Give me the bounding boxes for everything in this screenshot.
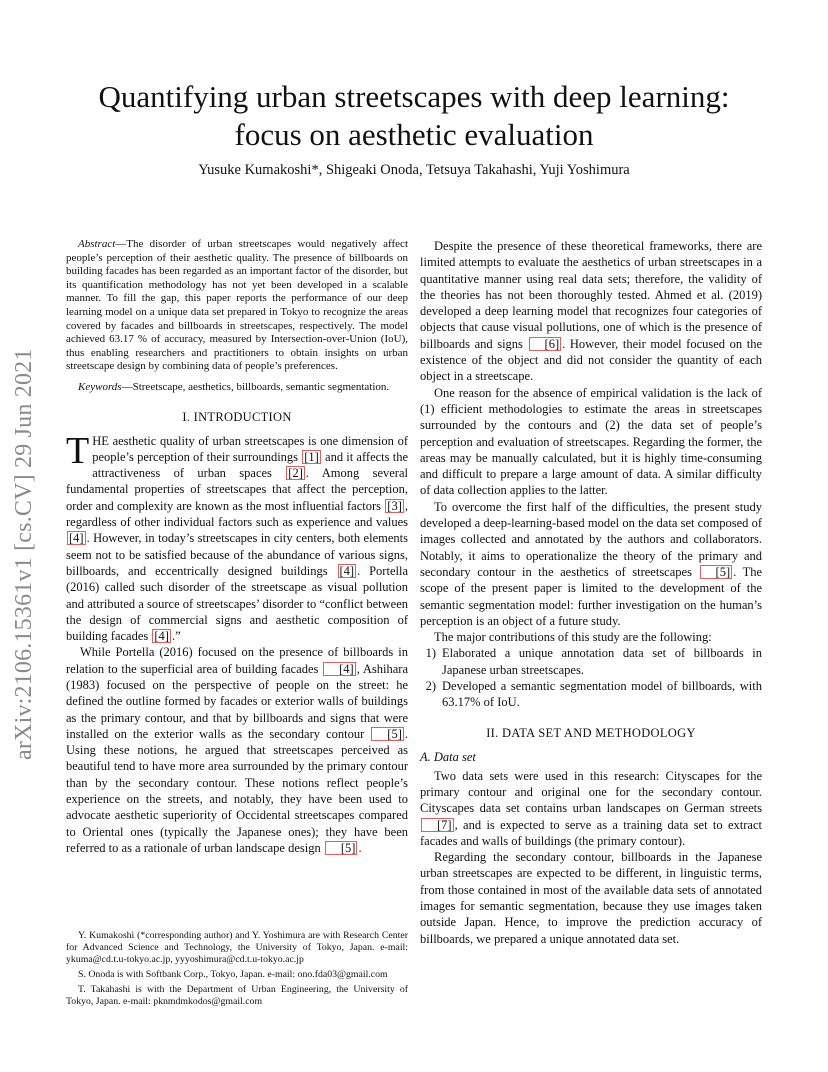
left-column: [66, 238, 408, 856]
section-heading-introduction: I. INTRODUCTION: [182, 409, 292, 424]
citation-link[interactable]: [4]: [339, 563, 355, 578]
citation-link[interactable]: [4]: [154, 629, 169, 644]
citation-link[interactable]: [5]: [371, 727, 404, 741]
subsection-heading-data-set: A. Data set: [420, 749, 476, 764]
citation-link[interactable]: [4]: [69, 531, 84, 546]
text-run: . The scope of the present paper is limited to the development of the semantic segmentation model: further investigation on the human’s perception is an object of a future study.: [420, 564, 763, 628]
text-run: , Ashihara (1983) focused on the perspective of people on the street: he defined the outline formed by facades or exterior walls of buildings as the primary contour, and that by billboards and signs that were installed on the exterior walls as the secondary contour: [66, 661, 408, 741]
citation-link[interactable]: [3]: [387, 498, 402, 513]
footnotes: [66, 930, 408, 1011]
keywords-text: —Streetscape, aesthetics, billboards, semantic segmentation.: [121, 380, 390, 393]
text-run: . However, their model focused on the existence of the object and did not consider the quantity of each object in a streetscape.: [420, 336, 763, 384]
text-run: Despite the presence of these theoretical frameworks, there are limited attempts to evaluate the aesthetics of urban streetscapes in a quantitative manner using real data sets; therefore, the validity of the theories has not been thoroughly tested. Ahmed et al. (2019) developed a deep learning model that recognizes four categories of objects that cause visual pollutions, one of which is the presence of billboards and signs: [420, 239, 762, 351]
text-run: While Portella (2016) focused on the presence of billboards in relation to the superficial area of building facades: [66, 645, 408, 676]
body-paragraph-scope: [420, 499, 762, 629]
title-line-2: focus on aesthetic evaluation: [234, 117, 594, 152]
citation-link[interactable]: [7]: [421, 818, 454, 832]
text-run: . Portella (2016) called such disorder of the streetscape as visual pollution and attributed a source of streetscapes’ disorder to “conflict between the design of commercial signs and aesthetic composition of building facades: [66, 563, 408, 644]
text-run: Two data sets were used in this research: Cityscapes for the primary contour and original one for the secondary contour. Cityscapes data set contains urban landscapes on German streets: [420, 768, 762, 816]
citation-link[interactable]: [4]: [323, 662, 356, 676]
keywords: [66, 381, 408, 395]
body-paragraph-secondary-contour: Regarding the secondary contour, billboards in the Japanese urban streetscapes are expected to be different, in linguistic terms, from those contained in most of the available data sets of annotated images for semantic segmentation, because they use images taken outside Japan. Hence, to improve the prediction accuracy of billboards, we prepared a unique annotated data set.: [420, 850, 762, 946]
text-run: .: [358, 840, 362, 855]
paper-title: [60, 78, 768, 154]
footnote-1: Y. Kumakoshi (*corresponding author) and Y. Yoshimura are with Research Center for Advanced Science and Technology, the University of Tokyo, Japan. e-mail: ykuma@cd.t.u-tokyo.ac.jp, yyyoshimura@cd.t.u-tokyo.ac.jp: [66, 930, 408, 965]
arxiv-identifier: arXiv:2106.15361v1 [cs.CV] 29 Jun 2021: [11, 348, 37, 760]
abstract: [66, 238, 408, 374]
footnote-3: T. Takahashi is with the Department of Urban Engineering, the University of Tokyo, Japan. e-mail: pknmdmkodos@gmail.com: [66, 984, 408, 1007]
list-text: Elaborated a unique annotation data set of billboards in Japanese urban streetscapes.: [442, 646, 762, 677]
list-number: 1): [425, 646, 436, 661]
text-run: . Using these notions, he argued that streetscapes perceived as beautiful tend to have more area surrounded by the primary contour than by the secondary contour. These notions reflect people’s experience on the streets, and notably, they have been used to advocate aesthetic superiority of Occidental streetscapes compared to Oriental ones (typically the Japanese ones); they have been referred to as a rationale of urban landscape design: [66, 726, 408, 855]
body-paragraph-datasets: [420, 768, 762, 849]
body-paragraph-theory: [420, 238, 762, 385]
list-item: [420, 678, 762, 711]
right-column: [420, 238, 762, 947]
text-run: HE aesthetic quality of urban streetscapes is one dimension of people’s perception of their surroundings: [92, 433, 408, 464]
text-run: . However, in today’s streetscapes in city centers, both elements seem not to be satisfied because of the abundance of various signs, billboards, and eccentrically designed buildings: [66, 531, 408, 578]
title-line-1: Quantifying urban streetscapes with deep learning:: [98, 79, 730, 114]
list-item: [420, 645, 762, 678]
citation-link[interactable]: [6]: [529, 337, 562, 351]
intro-paragraph-2: [66, 644, 408, 856]
list-number: 2): [425, 679, 436, 694]
body-paragraph-contributions: The major contributions of this study are the following:: [434, 630, 712, 645]
citation-link[interactable]: [1]: [304, 449, 319, 464]
citation-link[interactable]: [2]: [288, 466, 303, 481]
text-run: . Among several fundamental properties of streetscapes that affect the perception, order and complexity are known as the most influential factors: [66, 466, 408, 513]
contributions-list: [420, 645, 762, 710]
citation-link[interactable]: [5]: [325, 841, 358, 855]
abstract-label: Abstract: [78, 238, 116, 250]
footnote-2: S. Onoda is with Softbank Corp., Tokyo, Japan. e-mail: ono.fda03@gmail.com: [78, 969, 388, 980]
intro-paragraph-1: [66, 429, 408, 645]
drop-cap: T: [66, 429, 90, 472]
citation-link[interactable]: [5]: [700, 565, 733, 579]
list-text: Developed a semantic segmentation model of billboards, with 63.17% of IoU.: [442, 679, 762, 710]
author-list: Yusuke Kumakoshi*, Shigeaki Onoda, Tetsuya Takahashi, Yuji Yoshimura: [198, 162, 630, 178]
keywords-label: Keywords: [78, 380, 122, 393]
text-run: and it affects the attractiveness of urban spaces: [92, 449, 408, 481]
body-paragraph-validation: One reason for the absence of empirical validation is the lack of (1) efficient methodologies to estimate the areas in streetscapes surrounded by the contours and (2) the data set of people’s perception and evaluation of streetscapes. Regarding the former, the areas may be manually calculated, but it is highly time-consuming and difficult to prepare a large amount of data. A similar difficulty of data collection applies to the latter.: [420, 385, 762, 498]
text-run: , and is expected to serve as a training data set to extract facades and walls of buildings (the primary contour).: [420, 817, 762, 848]
section-heading-data-methodology: II. DATA SET AND METHODOLOGY: [486, 725, 696, 740]
text-run: , regardless of other individual factors such as experience and values: [66, 498, 408, 530]
text-run: .”: [171, 629, 181, 644]
text-run: To overcome the first half of the difficulties, the present study developed a deep-learning-based model on the data set composed of images collected and annotated by the authors and collaborators. Notably, it aims to operationalize the theory of the primary and secondary contour in the aesthetics of streetscapes: [420, 499, 762, 579]
abstract-text: —The disorder of urban streetscapes would negatively affect people’s perception of their aesthetic quality. The presence of billboards on building facades has been regarded as an important factor of the disorder, but its quantification methodology has not yet been developed in a scalable manner. To fill the gap, this paper reports the performance of our deep learning model on a unique data set prepared in Tokyo to recognize the areas covered by facades and billboards in streetscapes, respectively. The model achieved 63.17 % of accuracy, measured by Intersection-over-Union (IoU), thus enabling researchers and practitioners to obtain insights on urban streetscape design by combining data of people’s preferences.: [66, 238, 408, 373]
